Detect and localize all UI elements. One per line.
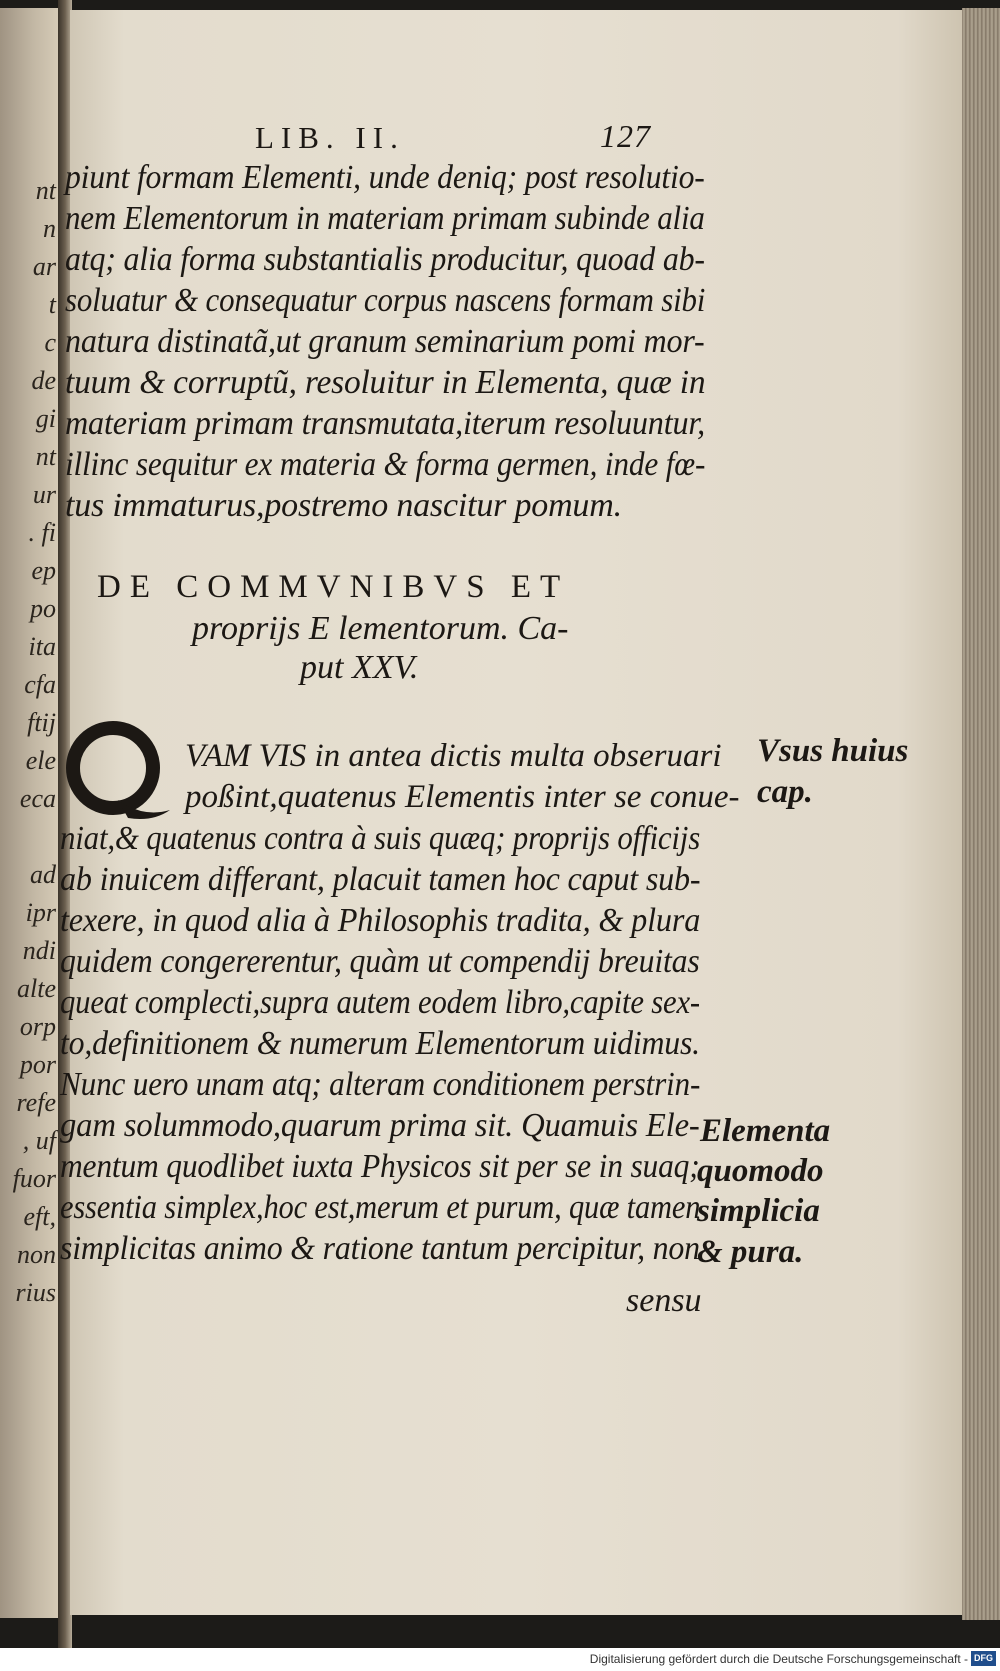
margin-note-pura: & pura. [697,1234,804,1270]
facing-page-fragment: eca [19,784,56,813]
margin-note-usus: Vsus huius [757,733,909,769]
paragraph-1-line: nem Elementorum in materiam primam subinde alia [65,200,705,237]
facing-page-fragment: . fi [28,518,56,547]
paragraph-2-line: texere, in quod alia à Philosophis tradita, & plura [60,902,701,939]
paragraph-2-line: to,definitionem & numerum Elementorum uidimus. [60,1025,700,1062]
margin-note-simplicia: simplicia [697,1193,820,1229]
facing-page-fragment: eft, [23,1202,56,1231]
facing-page-fragment: ipr [25,898,56,927]
paragraph-2-line: ab inuicem differant, placuit tamen hoc caput sub- [60,861,701,898]
catchword: sensu [626,1282,702,1319]
footer-credit: Digitalisierung gefördert durch die Deutsche Forschungsgemeinschaft - [589,1652,968,1666]
margin-note-quomodo: quomodo [697,1153,824,1189]
facing-page-fragment: alte [17,974,56,1003]
facing-page-fragment: por [19,1050,56,1079]
facing-page-fragment: , uf [22,1126,56,1155]
facing-page-fragment: ndi [22,936,56,965]
drop-cap-q [58,718,178,828]
facing-page-fragment: orp [19,1012,56,1041]
facing-page-fragment: nt [35,442,56,471]
footer-bar [0,1648,1000,1671]
facing-page-fragment: ad [30,860,56,889]
paragraph-2-line: quidem congererentur, quàm ut compendij breuitas [60,943,700,980]
facing-page-fragment: ele [25,746,56,775]
paragraph-2-line-2: poßint,quatenus Elementis inter se conue- [185,779,740,815]
page-fore-edge [962,8,1000,1620]
facing-page-fragment: de [31,366,56,395]
paragraph-2-line: simplicitas animo & ratione tantum percipitur, non [60,1230,700,1267]
dfg-logo: DFG [971,1651,996,1666]
facing-page-fragment: ur [32,480,56,509]
facing-page-fragment: fuor [12,1164,56,1193]
margin-note-elementa: Elementa [700,1113,831,1149]
paragraph-1-line: illinc sequitur ex materia & forma germen, inde fœ- [65,446,706,483]
paragraph-2-line: Nunc uero unam atq; alteram conditionem perstrin- [60,1066,701,1103]
facing-page-fragment: non [17,1240,56,1269]
page-number: 127 [600,118,651,154]
facing-page-fragment: ita [28,632,56,661]
facing-page-fragment: ftij [27,708,56,737]
paragraph-2-line: queat complecti,supra autem eodem libro,capite sex- [60,984,700,1021]
paragraph-2-line: essentia simplex,hoc est,merum et purum, quæ tamen [60,1189,701,1226]
chapter-heading-line1: DE COMMVNIBVS ET [97,569,570,605]
facing-page-fragment: ar [32,252,56,281]
facing-page-fragment: ep [31,556,56,585]
facing-page-fragment: refe [16,1088,56,1117]
paragraph-1-line: tuum & corruptũ, resoluitur in Elementa, quæ in [65,364,706,401]
paragraph-1-line: soluatur & consequatur corpus nascens formam sibi [65,282,706,319]
facing-page-fragment: po [30,594,56,623]
facing-page-fragment: n [43,214,56,243]
chapter-heading-line3: put XXV. [300,649,419,686]
paragraph-1-line: tus immaturus,postremo nascitur pomum. [65,487,622,524]
paragraph-1-line: materiam primam transmutata,iterum resoluuntur, [65,405,705,442]
margin-note-cap: cap. [757,774,813,810]
paragraph-2-line: niat,& quatenus contra à suis quæq; proprijs officijs [60,820,701,857]
facing-page-fragment: gi [35,404,56,433]
paragraph-1-line: piunt formam Elementi, unde deniq; post resolutio- [65,159,705,196]
paragraph-2-line: gam solummodo,quarum prima sit. Quamuis Ele- [60,1107,700,1144]
facing-page-edge [0,8,60,1618]
facing-page-fragment: rius [15,1278,56,1307]
facing-page-fragment: t [48,290,56,319]
chapter-heading-line2: proprijs E lementorum. Ca- [192,610,569,647]
running-head: LIB. II. [255,120,405,155]
paragraph-2-line: mentum quodlibet iuxta Physicos sit per se in suaq; [60,1148,700,1185]
paragraph-1-line: natura distinatã,ut granum seminarium pomi mor- [65,323,705,360]
facing-page-fragment: cfa [24,670,56,699]
facing-page-fragment: nt [35,176,56,205]
paragraph-2-line-1: VAM VIS in antea dictis multa obseruari [185,738,722,774]
paragraph-1-line: atq; alia forma substantialis producitur, quoad ab- [65,241,705,278]
facing-page-fragment: c [44,328,56,357]
